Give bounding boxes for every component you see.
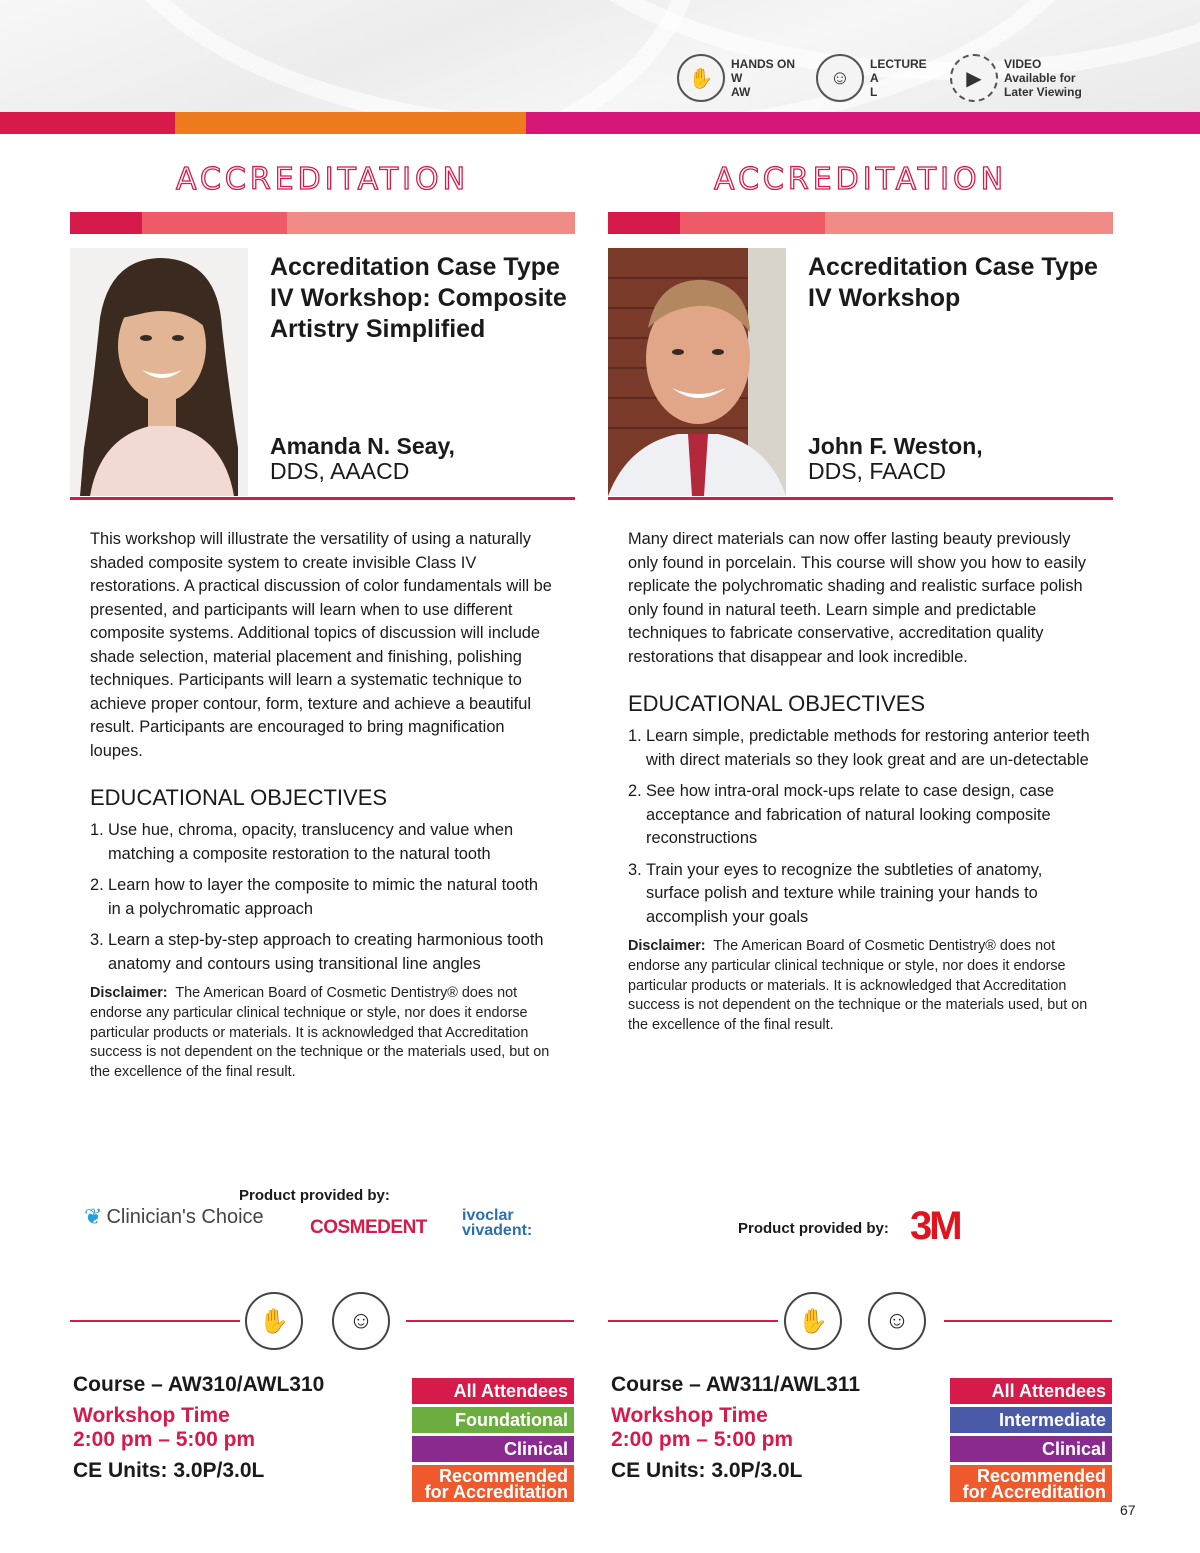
legend-hands-on-code2: AW [731, 85, 751, 99]
disclaimer [90, 984, 555, 1083]
course-title: Accreditation Case Type IV Workshop: Composite Artistry Simplified [270, 253, 567, 343]
clinicians-choice-logo [84, 1204, 264, 1230]
lecture-icon: ☺ [332, 1292, 390, 1350]
disclaimer-text: The American Board of Cosmetic Dentistry® does not endorse any particular clinical technique or style, nor does it endorse particular products or materials. It is acknowledged that Accreditation success is not dependent on the technique or the materials used, but on the excellence of the final result. [628, 938, 1088, 1034]
objective-number: 3. [90, 931, 104, 949]
list-item [90, 929, 555, 976]
ce-units: CE Units: 3.0P/3.0L [73, 1459, 265, 1482]
tag-level: Foundational [412, 1407, 574, 1433]
course-hero [70, 248, 575, 500]
objective-text: Use hue, chroma, opacity, translucency and value when matching a composite restoration to the natural tooth [108, 821, 514, 863]
objective-number: 3. [628, 860, 642, 879]
workshop-label: Workshop Time [73, 1404, 230, 1427]
tag-recommended [950, 1465, 1112, 1502]
course-title: Accreditation Case Type IV Workshop [808, 253, 1098, 312]
section-title: ACCREDITATION [175, 162, 470, 197]
video-icon: ▶ [950, 54, 998, 102]
section-title: ACCREDITATION [713, 162, 1008, 197]
speaker-photo [70, 248, 248, 496]
clinicians-choice-text: Clinician's Choice [106, 1205, 264, 1228]
cosmedent-logo: COSMEDENT [310, 1217, 427, 1238]
disclaimer-label: Disclaimer: [90, 985, 168, 1001]
objectives-list [90, 819, 555, 976]
objectives-heading: EDUCATIONAL OBJECTIVES [90, 785, 388, 810]
list-item [90, 819, 555, 866]
objective-text: Train your eyes to recognize the subtleties of anatomy, surface polish and texture while training your hands to accomplish your goals [646, 860, 1043, 926]
workshop-time [611, 1404, 891, 1452]
list-item [90, 874, 555, 921]
tooth-icon: ❦ [84, 1204, 103, 1229]
tag-clinical: Clinical [412, 1436, 574, 1462]
workshop-label: Workshop Time [611, 1404, 768, 1427]
divider-line [70, 1320, 240, 1322]
legend-hands-on-code1: W [731, 71, 743, 85]
course-description: Many direct materials can now offer lasting beauty previously only found in porcelain. This course will show you how to easily replicate the polychromatic shading and realistic surface polish only found in natural teeth. Learn simple and predictable techniques to fabricate conservative, accreditation quality restorations that disappear and look incredible. [628, 530, 1086, 666]
course-hero [608, 248, 1113, 500]
course-tags [950, 1378, 1112, 1505]
tag-level: Intermediate [950, 1407, 1112, 1433]
course-info [611, 1372, 891, 1484]
legend-video-line2: Later Viewing [1004, 85, 1082, 99]
objective-text: Learn a step-by-step approach to creating harmonious tooth anatomy and contours using transitional line angles [108, 931, 544, 973]
hands-on-icon: ✋ [245, 1292, 303, 1350]
tag-recommended-line1: Recommended [976, 1466, 1106, 1486]
speaker-credentials: DDS, AAACD [270, 458, 410, 484]
3m-logo: 3M [910, 1204, 960, 1248]
legend-hands-on [677, 54, 795, 102]
lecture-icon: ☺ [816, 54, 864, 102]
hands-on-icon: ✋ [784, 1292, 842, 1350]
legend-lecture-code1: A [870, 71, 879, 85]
workshop-time-value: 2:00 pm – 5:00 pm [73, 1428, 256, 1451]
tag-clinical: Clinical [950, 1436, 1112, 1462]
section-stripe [70, 212, 575, 234]
workshop-time-value: 2:00 pm – 5:00 pm [611, 1428, 794, 1451]
speaker-info [808, 434, 983, 484]
legend-lecture-code2: L [870, 85, 878, 99]
left-course-column [70, 160, 575, 1083]
objectives-heading: EDUCATIONAL OBJECTIVES [628, 691, 926, 716]
tag-all-attendees: All Attendees [412, 1378, 574, 1404]
tag-recommended-line2: for Accreditation [962, 1482, 1106, 1502]
speaker-info [270, 434, 455, 484]
page-number: 67 [1120, 1502, 1136, 1518]
sponsor-label: Product provided by: [738, 1220, 889, 1237]
speaker-name: Amanda N. Seay, [270, 433, 455, 459]
divider-line [608, 1320, 778, 1322]
objectives-list [628, 725, 1093, 929]
lecture-icon: ☺ [868, 1292, 926, 1350]
objective-text: Learn how to layer the composite to mimic the natural tooth in a polychromatic approach [108, 876, 539, 918]
ce-units: CE Units: 3.0P/3.0L [611, 1459, 803, 1482]
list-item [628, 725, 1093, 772]
tag-all-attendees: All Attendees [950, 1378, 1112, 1404]
objective-number: 2. [90, 876, 104, 894]
objective-number: 1. [628, 727, 642, 745]
course-code: Course – AW310/AWL310 [73, 1373, 325, 1396]
legend-lecture-title: LECTURE [870, 57, 927, 71]
objective-number: 2. [628, 782, 642, 800]
list-item [628, 859, 1093, 930]
objective-text: See how intra-oral mock-ups relate to case design, case acceptance and fabrication of natural looking composite reconstructions [646, 782, 1055, 847]
list-item [628, 780, 1093, 851]
objective-text: Learn simple, predictable methods for restoring anterior teeth with direct materials so they look great and are un-detectable [646, 727, 1090, 769]
speaker-photo [608, 248, 786, 496]
disclaimer [628, 937, 1093, 1036]
divider-line [944, 1320, 1112, 1322]
ivoclar-text: ivoclar [462, 1207, 514, 1224]
course-description: This workshop will illustrate the versatility of using a naturally shaded composite system to create invisible Class IV restorations. A practical discussion of color fundamentals will be presented, and participants will learn when to use different composite systems. Additional topics of discussion will include shade selection, material placement and finishing, polishing techniques. Participants will learn a systematic technique to achieve proper contour, form, texture and achieve a beautiful result. Participants are encouraged to bring magnification loupes. [90, 530, 552, 760]
legend-video-line1: Available for [1004, 71, 1076, 85]
course-code: Course – AW311/AWL311 [611, 1373, 860, 1396]
hands-on-icon: ✋ [677, 54, 725, 102]
disclaimer-text: The American Board of Cosmetic Dentistry® does not endorse any particular clinical technique or style, nor does it endorse particular products or materials. It is acknowledged that Accreditation success is not dependent on the technique or the materials used, but on the excellence of the final result. [90, 985, 550, 1081]
header-color-bar [0, 112, 1200, 134]
vivadent-text: vivadent: [462, 1222, 533, 1239]
right-course-column [608, 160, 1113, 1036]
speaker-name: John F. Weston, [808, 433, 983, 459]
objective-number: 1. [90, 821, 104, 839]
legend-hands-on-title: HANDS ON [731, 57, 796, 71]
sponsor-label: Product provided by: [239, 1187, 390, 1204]
course-tags [412, 1378, 574, 1505]
tag-recommended-line1: Recommended [438, 1466, 568, 1486]
ivoclar-vivadent-logo [462, 1208, 532, 1238]
disclaimer-label: Disclaimer: [628, 938, 706, 954]
divider-line [406, 1320, 574, 1322]
section-stripe [608, 212, 1113, 234]
legend-lecture [816, 54, 927, 102]
legend-video-title: VIDEO [1004, 57, 1042, 71]
speaker-credentials: DDS, FAACD [808, 458, 947, 484]
workshop-time [73, 1404, 353, 1452]
tag-recommended-line2: for Accreditation [424, 1482, 568, 1502]
tag-recommended [412, 1465, 574, 1502]
legend-video [950, 54, 1082, 102]
course-info [73, 1372, 353, 1484]
